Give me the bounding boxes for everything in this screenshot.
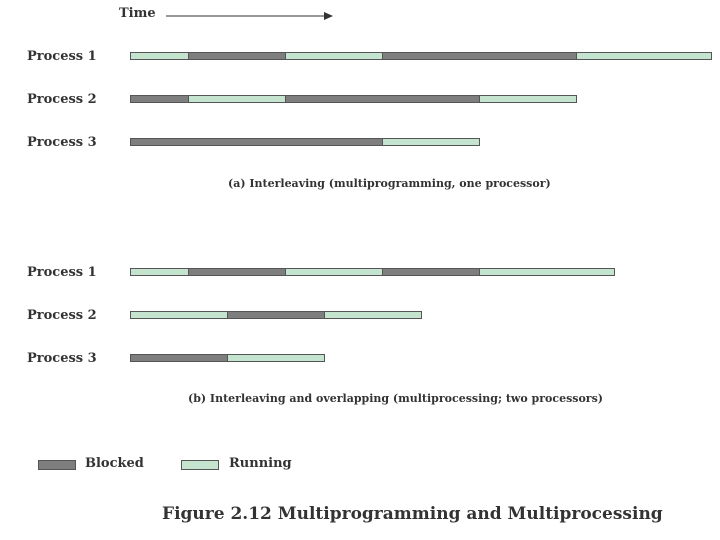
part-a-process-1-blocked-segment (382, 52, 577, 60)
part-a-process-1-running-segment (285, 52, 383, 60)
part-a-process-2-label: Process 2 (27, 92, 97, 107)
part-a-process-1-running-segment (576, 52, 713, 60)
part-b-process-1-label: Process 1 (27, 265, 97, 280)
part-b-process-2-running-segment (130, 311, 228, 319)
time-arrow-icon (166, 9, 336, 23)
figure-title: Figure 2.12 Multiprogramming and Multiprocessing (162, 504, 663, 524)
time-axis-label: Time (119, 6, 156, 21)
part-b-process-1-running-segment (285, 268, 383, 276)
part-b-process-3-running-segment (227, 354, 325, 362)
part-a-process-3-running-segment (382, 138, 480, 146)
part-a-process-1-label: Process 1 (27, 49, 97, 64)
legend-blocked-label: Blocked (85, 456, 144, 471)
part-b-process-3-blocked-segment (130, 354, 228, 362)
part-b-caption: (b) Interleaving and overlapping (multiprocessing; two processors) (188, 392, 603, 405)
part-a-process-2-running-segment (188, 95, 286, 103)
part-a-process-3-blocked-segment (130, 138, 383, 146)
legend-running-swatch (181, 460, 219, 470)
part-b-process-1-running-segment (479, 268, 616, 276)
legend-blocked-swatch (38, 460, 76, 470)
part-a-process-2-blocked-segment (130, 95, 189, 103)
part-a-process-1-running-segment (130, 52, 189, 60)
part-b-process-1-blocked-segment (188, 268, 286, 276)
part-a-process-3-label: Process 3 (27, 135, 97, 150)
legend-running-label: Running (229, 456, 292, 471)
part-b-process-1-running-segment (130, 268, 189, 276)
part-a-process-1-blocked-segment (188, 52, 286, 60)
part-b-process-1-blocked-segment (382, 268, 480, 276)
part-a-process-2-blocked-segment (285, 95, 480, 103)
part-b-process-3-label: Process 3 (27, 351, 97, 366)
part-b-process-2-running-segment (324, 311, 422, 319)
part-b-process-2-label: Process 2 (27, 308, 97, 323)
part-a-caption: (a) Interleaving (multiprogramming, one processor) (228, 177, 551, 190)
part-b-process-2-blocked-segment (227, 311, 325, 319)
part-a-process-2-running-segment (479, 95, 577, 103)
